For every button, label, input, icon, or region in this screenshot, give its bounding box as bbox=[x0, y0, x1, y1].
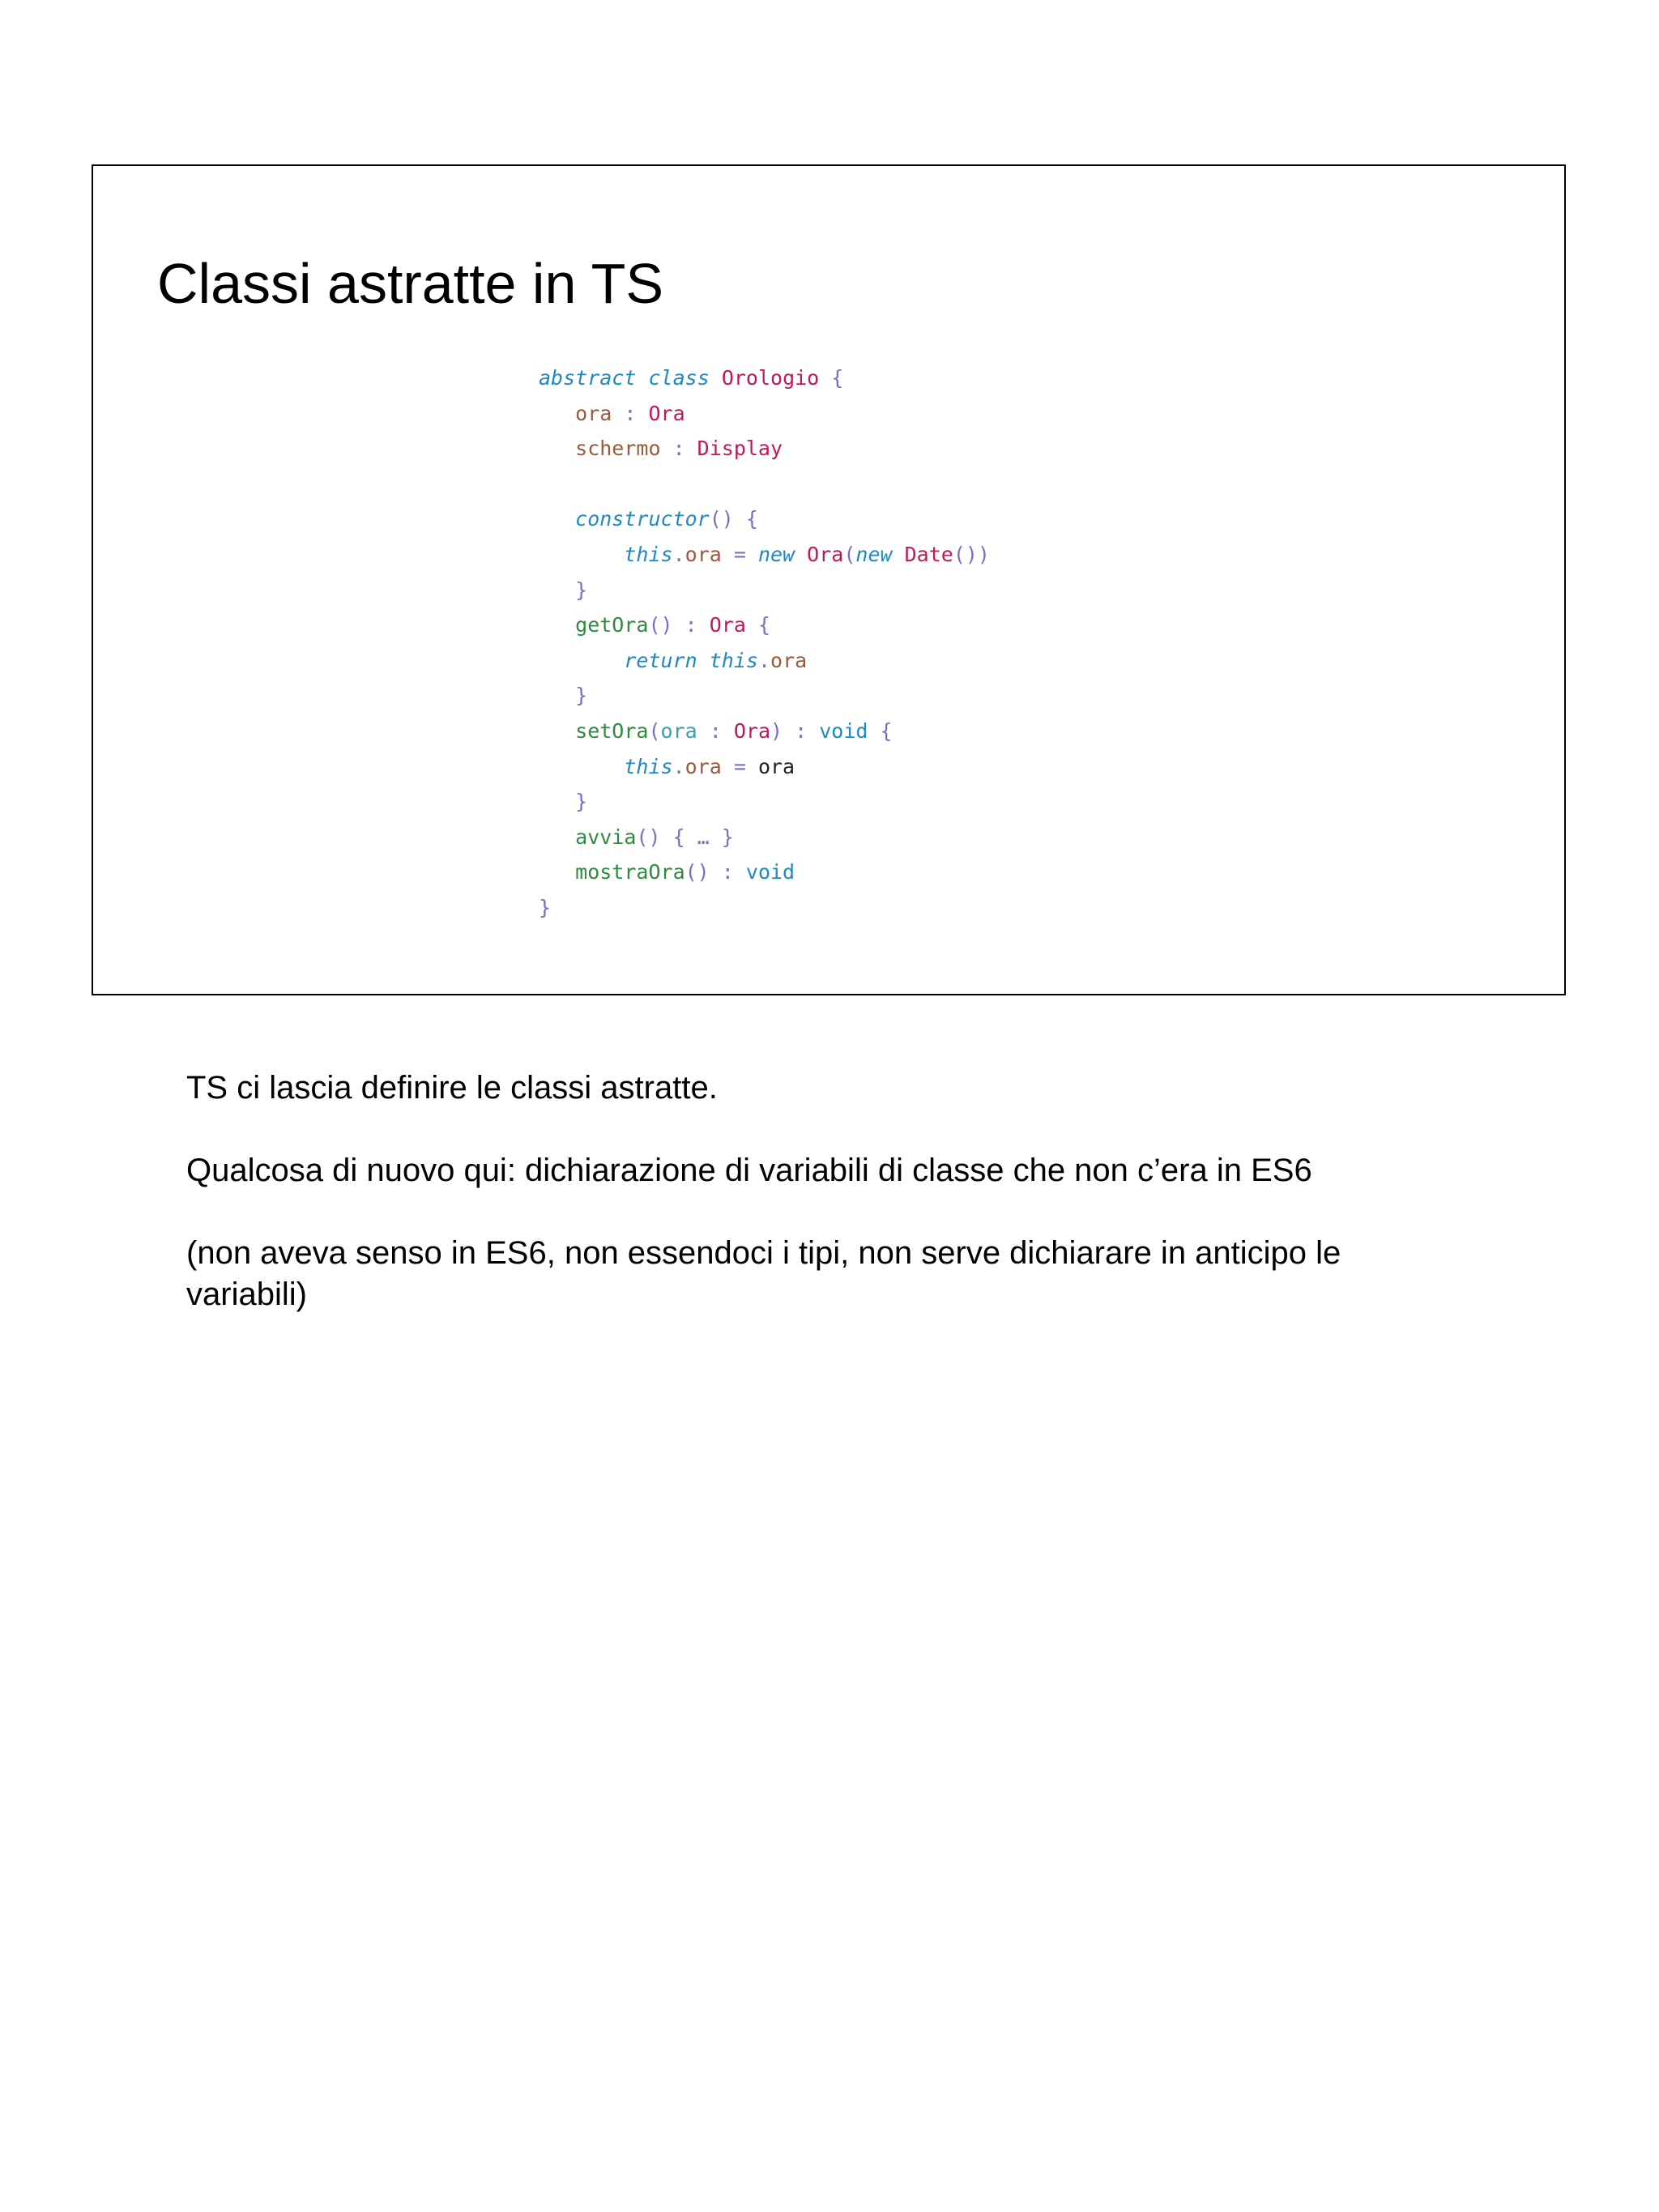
code-token: { bbox=[745, 613, 770, 637]
code-token bbox=[539, 684, 575, 707]
code-token bbox=[697, 649, 710, 672]
code-token bbox=[539, 613, 575, 637]
code-line bbox=[539, 501, 990, 537]
slide-frame bbox=[92, 164, 1566, 995]
code-token: this bbox=[709, 648, 758, 672]
code-token: ora bbox=[660, 718, 697, 743]
code-token bbox=[539, 507, 575, 531]
code-token: ( bbox=[648, 718, 661, 743]
code-token: } bbox=[575, 790, 588, 814]
code-token bbox=[539, 755, 624, 778]
code-token: class bbox=[648, 366, 710, 390]
code-token: . bbox=[672, 754, 685, 778]
code-token: { bbox=[868, 718, 893, 743]
code-token: ora bbox=[770, 648, 808, 672]
code-token: abstract bbox=[539, 366, 637, 390]
code-token bbox=[539, 543, 624, 566]
code-line bbox=[539, 607, 990, 643]
code-token bbox=[539, 825, 575, 849]
code-token: } bbox=[575, 684, 588, 708]
code-token bbox=[539, 719, 575, 743]
code-token: getOra bbox=[575, 613, 649, 637]
code-token: : bbox=[660, 437, 697, 461]
code-token bbox=[539, 860, 575, 884]
code-token: . bbox=[757, 648, 771, 672]
code-token bbox=[539, 437, 575, 460]
code-line bbox=[539, 784, 990, 820]
code-token: () : bbox=[648, 613, 710, 637]
slide-title: Classi astratte in TS bbox=[157, 252, 664, 315]
code-line bbox=[539, 643, 990, 679]
code-line bbox=[539, 714, 990, 749]
code-token: Ora bbox=[709, 613, 746, 637]
code-token: return bbox=[624, 648, 697, 672]
code-token: avvia bbox=[575, 825, 637, 849]
code-token bbox=[795, 543, 807, 566]
code-line bbox=[539, 678, 990, 714]
code-token: } bbox=[575, 578, 588, 602]
code-token: . bbox=[672, 542, 685, 566]
code-line bbox=[539, 360, 990, 396]
code-token bbox=[539, 402, 575, 425]
code-token: void bbox=[819, 718, 868, 743]
code-token: Display bbox=[697, 437, 783, 461]
code-token: new bbox=[757, 542, 795, 566]
code-token bbox=[893, 543, 905, 566]
code-token: schermo bbox=[575, 437, 661, 461]
code-token: : bbox=[697, 718, 734, 743]
code-line bbox=[539, 573, 990, 608]
code-token: void bbox=[745, 860, 795, 884]
code-token: this bbox=[624, 542, 673, 566]
code-token: : bbox=[612, 401, 649, 425]
code-token bbox=[539, 790, 575, 813]
code-token: Ora bbox=[733, 718, 770, 743]
code-token: ) : bbox=[770, 718, 820, 743]
speaker-notes bbox=[186, 1068, 1450, 1357]
code-token: = bbox=[721, 754, 758, 778]
code-token: new bbox=[855, 542, 893, 566]
code-line bbox=[539, 431, 990, 467]
code-token bbox=[539, 649, 624, 672]
code-token: () : bbox=[684, 860, 746, 884]
code-token bbox=[710, 366, 722, 390]
code-token: ()) bbox=[953, 542, 990, 566]
code-token: ora bbox=[684, 754, 722, 778]
code-token: constructor bbox=[575, 507, 710, 531]
code-token: { bbox=[819, 366, 844, 390]
note-paragraph: Qualcosa di nuovo qui: dichiarazione di variabili di classe che non c’era in ES6 bbox=[186, 1153, 1312, 1188]
code-line bbox=[539, 537, 990, 573]
code-token bbox=[636, 366, 648, 390]
code-token: ora bbox=[575, 401, 612, 425]
code-line bbox=[539, 855, 990, 890]
code-token: Ora bbox=[648, 401, 685, 425]
code-line bbox=[539, 820, 990, 855]
code-token bbox=[539, 472, 551, 496]
code-token: ora bbox=[757, 754, 795, 778]
code-line bbox=[539, 749, 990, 785]
code-block bbox=[539, 360, 990, 926]
code-token: () { bbox=[709, 507, 758, 531]
code-line bbox=[539, 467, 990, 502]
code-token: Date bbox=[904, 542, 953, 566]
code-line bbox=[539, 890, 990, 926]
code-token: ora bbox=[684, 542, 722, 566]
code-token: Orologio bbox=[721, 366, 820, 390]
code-token: Ora bbox=[807, 542, 844, 566]
code-token: () { … } bbox=[636, 825, 734, 849]
note-paragraph: TS ci lascia definire le classi astratte. bbox=[186, 1070, 718, 1106]
code-token: mostraOra bbox=[575, 860, 685, 884]
code-token: this bbox=[624, 754, 673, 778]
note-paragraph: (non aveva senso in ES6, non essendoci i tipi, non serve dichiarare in anticipo le variabili) bbox=[186, 1235, 1341, 1312]
code-token: ( bbox=[843, 542, 856, 566]
code-line bbox=[539, 396, 990, 432]
code-token: } bbox=[539, 895, 552, 919]
code-token: = bbox=[721, 542, 758, 566]
code-token: setOra bbox=[575, 718, 649, 743]
code-token bbox=[539, 578, 575, 602]
